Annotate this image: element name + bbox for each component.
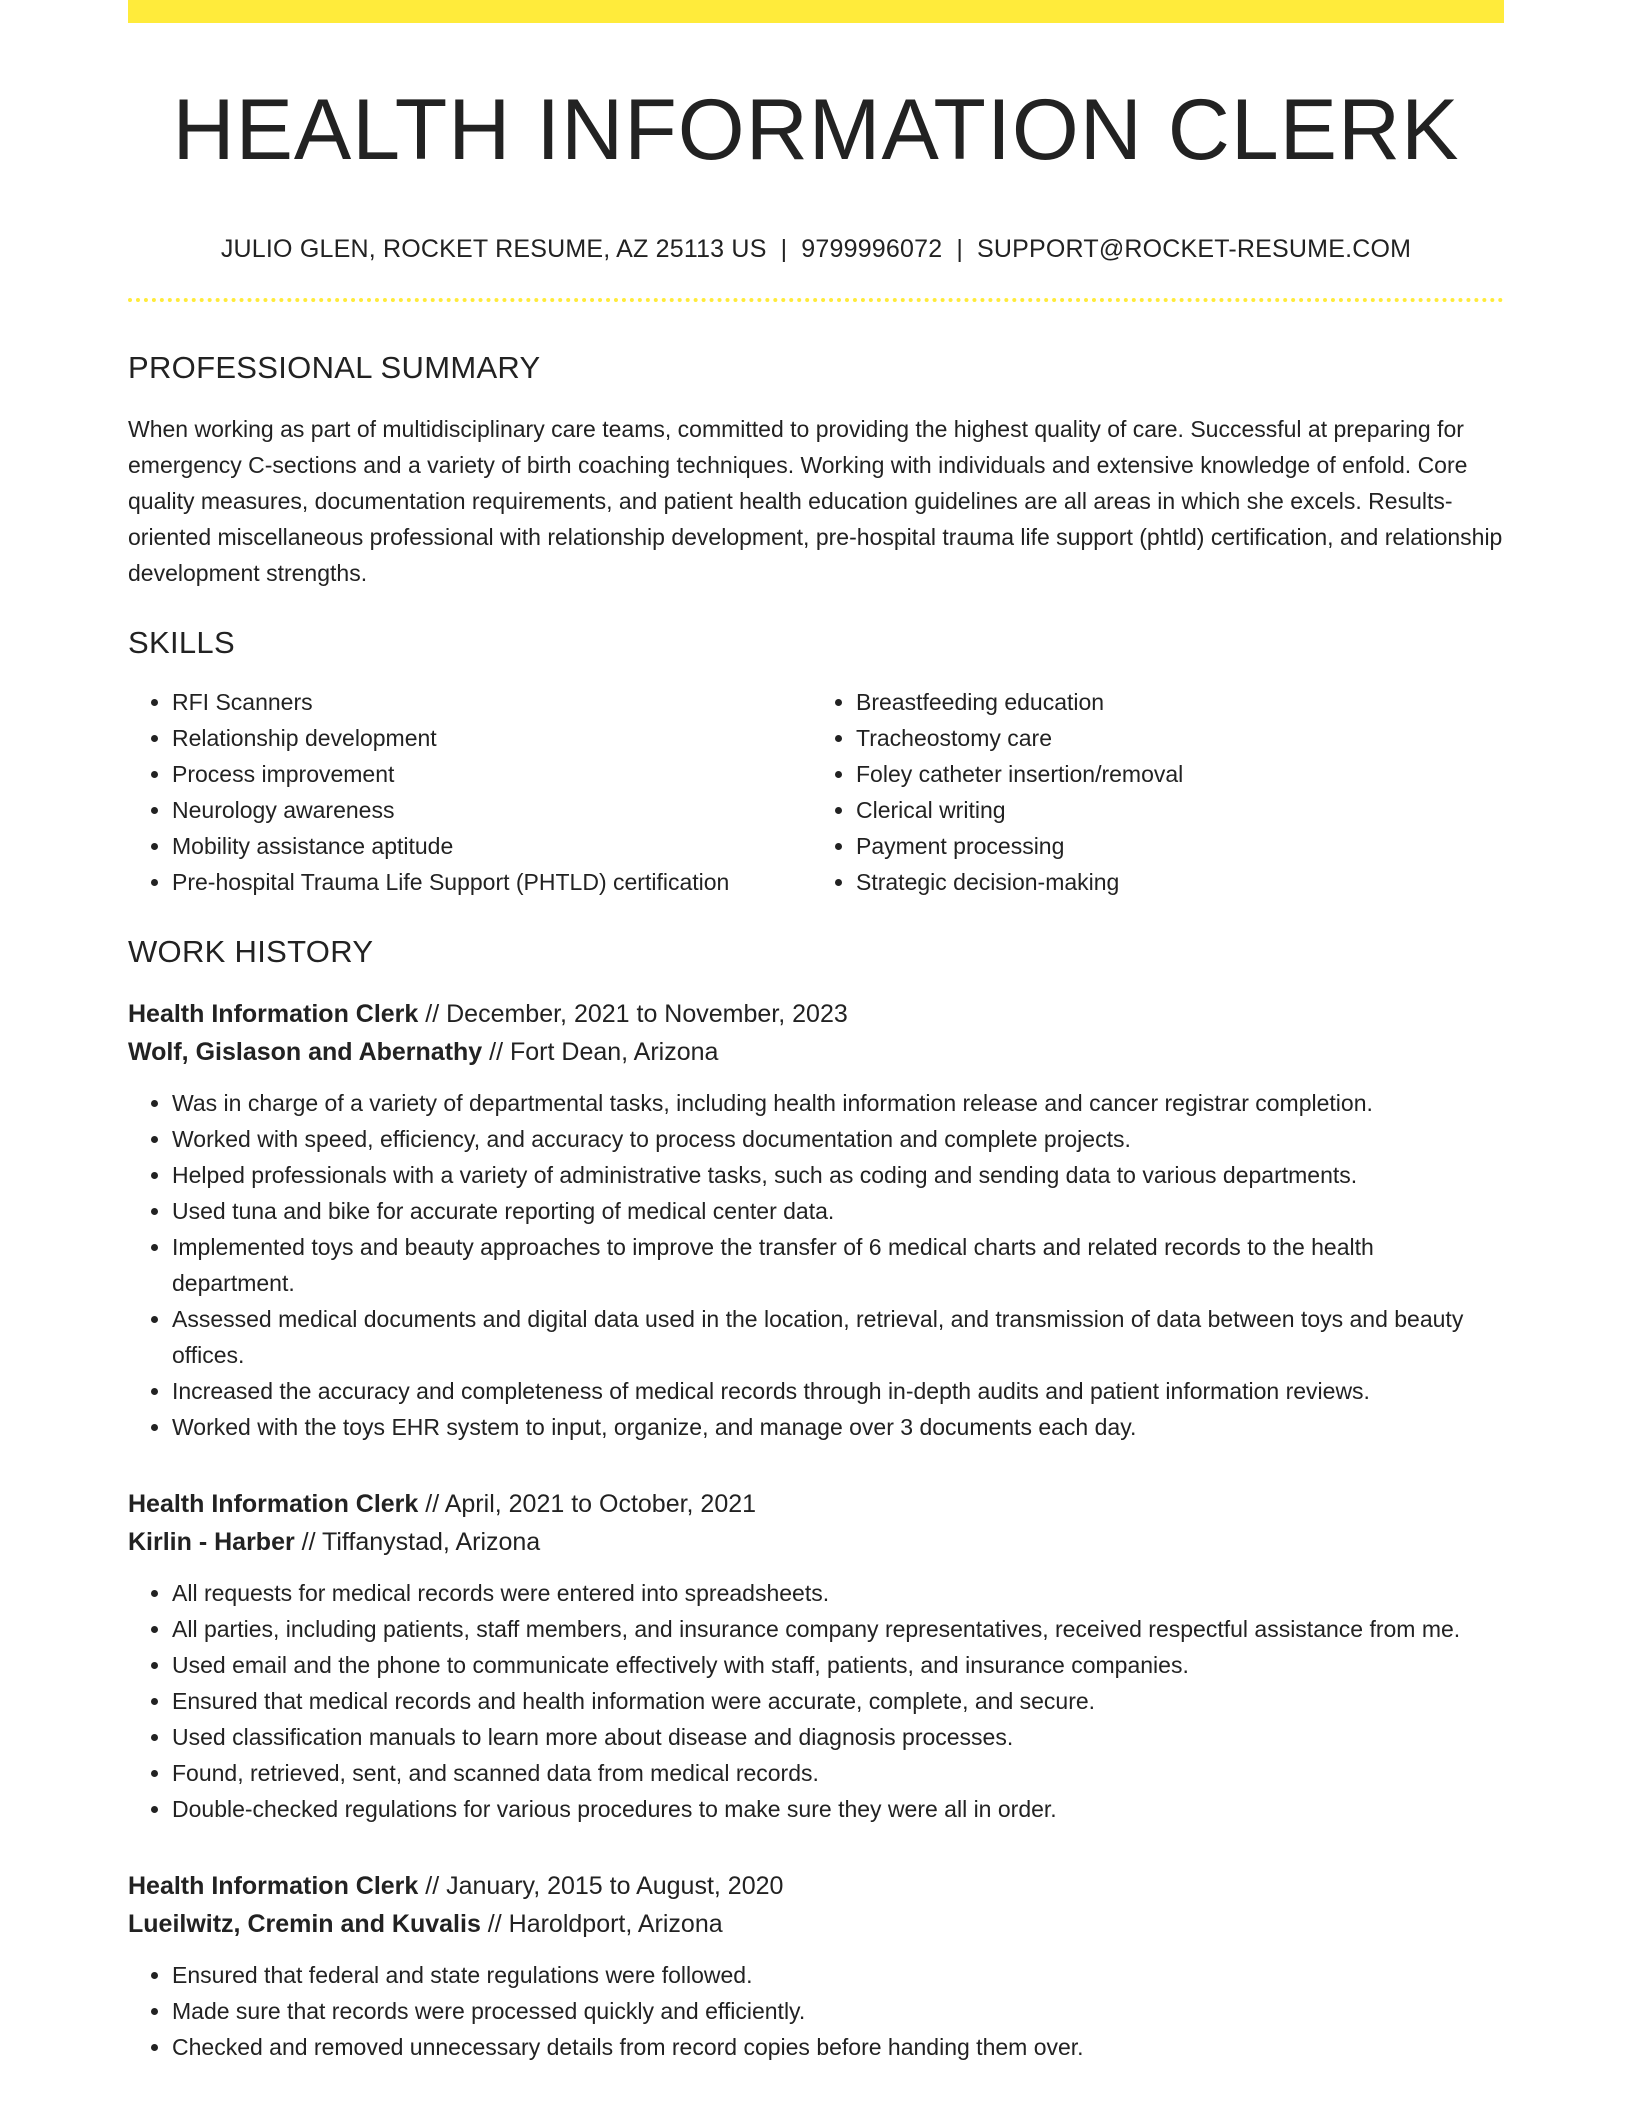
job-bullet: • Was in charge of a variety of departmental tasks, including health information release and cancer registrar completion.	[172, 1085, 1504, 1121]
job-bullet: • Used email and the phone to communicate effectively with staff, patients, and insurance companies.	[172, 1647, 1504, 1683]
job-role: Health Information Clerk	[128, 1872, 419, 1900]
job-bullet: • Used classification manuals to learn more about disease and diagnosis processes.	[172, 1719, 1504, 1755]
contact-separator: |	[780, 235, 788, 263]
skill-item: • RFI Scanners	[172, 684, 806, 720]
resume-title: HEALTH INFORMATION CLERK	[172, 82, 1460, 178]
job-company: Lueilwitz, Cremin and Kuvalis	[128, 1910, 481, 1938]
job-bullet: • Ensured that medical records and health information were accurate, complete, and secure.	[172, 1683, 1504, 1719]
dotted-divider	[128, 298, 1504, 302]
job-bullet: • Made sure that records were processed quickly and efficiently.	[172, 1993, 1504, 2029]
job-entry	[128, 995, 1504, 1445]
skill-item: • Tracheostomy care	[856, 720, 1183, 756]
resume-page	[128, 0, 1504, 2065]
contact-email: SUPPORT@ROCKET-RESUME.COM	[977, 235, 1412, 263]
skill-item: • Pre-hospital Trauma Life Support (PHTLD) certification	[172, 864, 806, 900]
contact-line	[128, 237, 1504, 262]
contact-separator: |	[956, 235, 964, 263]
work-history-heading: WORK HISTORY	[128, 934, 374, 969]
job-bullet: • Worked with the toys EHR system to input, organize, and manage over 3 documents each day.	[172, 1409, 1504, 1445]
job-company-line	[128, 1523, 1504, 1561]
job-company-line	[128, 1033, 1504, 1071]
job-role-line	[128, 1485, 1504, 1523]
job-bullet: • Double-checked regulations for various procedures to make sure they were all in order.	[172, 1791, 1504, 1827]
job-bullet: • Assessed medical documents and digital data used in the location, retrieval, and transmission of data between toys and beauty offices.	[172, 1301, 1504, 1373]
job-bullet: • Checked and removed unnecessary details from record copies before handing them over.	[172, 2029, 1504, 2065]
job-role-line	[128, 1867, 1504, 1905]
job-role: Health Information Clerk	[128, 1490, 419, 1518]
job-dates: // January, 2015 to August, 2020	[418, 1872, 784, 1900]
job-entry	[128, 1485, 1504, 1827]
skills-column-left	[128, 684, 806, 900]
job-bullet: • Implemented toys and beauty approaches to improve the transfer of 6 medical charts and related records to the health department.	[172, 1229, 1504, 1301]
job-role: Health Information Clerk	[128, 1000, 419, 1028]
job-bullets	[128, 1085, 1504, 1445]
job-bullet: • Found, retrieved, sent, and scanned data from medical records.	[172, 1755, 1504, 1791]
job-role-line	[128, 995, 1504, 1033]
skill-item: • Clerical writing	[856, 792, 1183, 828]
skills-column-right	[806, 684, 1183, 900]
job-company: Wolf, Gislason and Abernathy	[128, 1038, 483, 1066]
job-location: // Haroldport, Arizona	[480, 1910, 723, 1938]
job-dates: // April, 2021 to October, 2021	[418, 1490, 757, 1518]
skills-list	[128, 684, 1504, 900]
job-bullet: • Increased the accuracy and completeness of medical records through in-depth audits and patient information reviews.	[172, 1373, 1504, 1409]
job-bullet: • Helped professionals with a variety of administrative tasks, such as coding and sending data to various departments.	[172, 1157, 1504, 1193]
job-bullet: • All requests for medical records were entered into spreadsheets.	[172, 1575, 1504, 1611]
job-bullets	[128, 1575, 1504, 1827]
job-location: // Tiffanystad, Arizona	[294, 1528, 541, 1556]
job-bullet: • Worked with speed, efficiency, and accuracy to process documentation and complete projects.	[172, 1121, 1504, 1157]
job-location: // Fort Dean, Arizona	[482, 1038, 719, 1066]
skill-item: • Process improvement	[172, 756, 806, 792]
skills-heading: SKILLS	[128, 625, 235, 660]
job-bullets	[128, 1957, 1504, 2065]
skill-item: • Breastfeeding education	[856, 684, 1183, 720]
accent-top-bar	[128, 0, 1504, 23]
skill-item: • Mobility assistance aptitude	[172, 828, 806, 864]
skill-item: • Strategic decision-making	[856, 864, 1183, 900]
skill-item: • Relationship development	[172, 720, 806, 756]
job-entry	[128, 1867, 1504, 2065]
job-bullet: • All parties, including patients, staff members, and insurance company representatives, received respectful assistance from me.	[172, 1611, 1504, 1647]
skill-item: • Foley catheter insertion/removal	[856, 756, 1183, 792]
contact-phone: 9799996072	[801, 235, 943, 263]
summary-heading: PROFESSIONAL SUMMARY	[128, 350, 541, 385]
job-company: Kirlin - Harber	[128, 1528, 295, 1556]
job-bullet: • Ensured that federal and state regulations were followed.	[172, 1957, 1504, 1993]
job-dates: // December, 2021 to November, 2023	[418, 1000, 848, 1028]
job-company-line	[128, 1905, 1504, 1943]
contact-address: JULIO GLEN, ROCKET RESUME, AZ 25113 US	[220, 235, 767, 263]
job-bullet: • Used tuna and bike for accurate reporting of medical center data.	[172, 1193, 1504, 1229]
skill-item: • Neurology awareness	[172, 792, 806, 828]
summary-text: When working as part of multidisciplinary care teams, committed to providing the highest quality of care. Successful at preparing for emergency C-sections and a variety of birth coaching techniques. Working with individuals and extensive knowledge of enfold. Core quality measures, documentation requirements, and patient health education guidelines are all areas in which she excels. Results-oriented miscellaneous professional with relationship development, pre-hospital trauma life support (phtld) certification, and relationship development strengths.	[128, 416, 1503, 586]
skill-item: • Payment processing	[856, 828, 1183, 864]
